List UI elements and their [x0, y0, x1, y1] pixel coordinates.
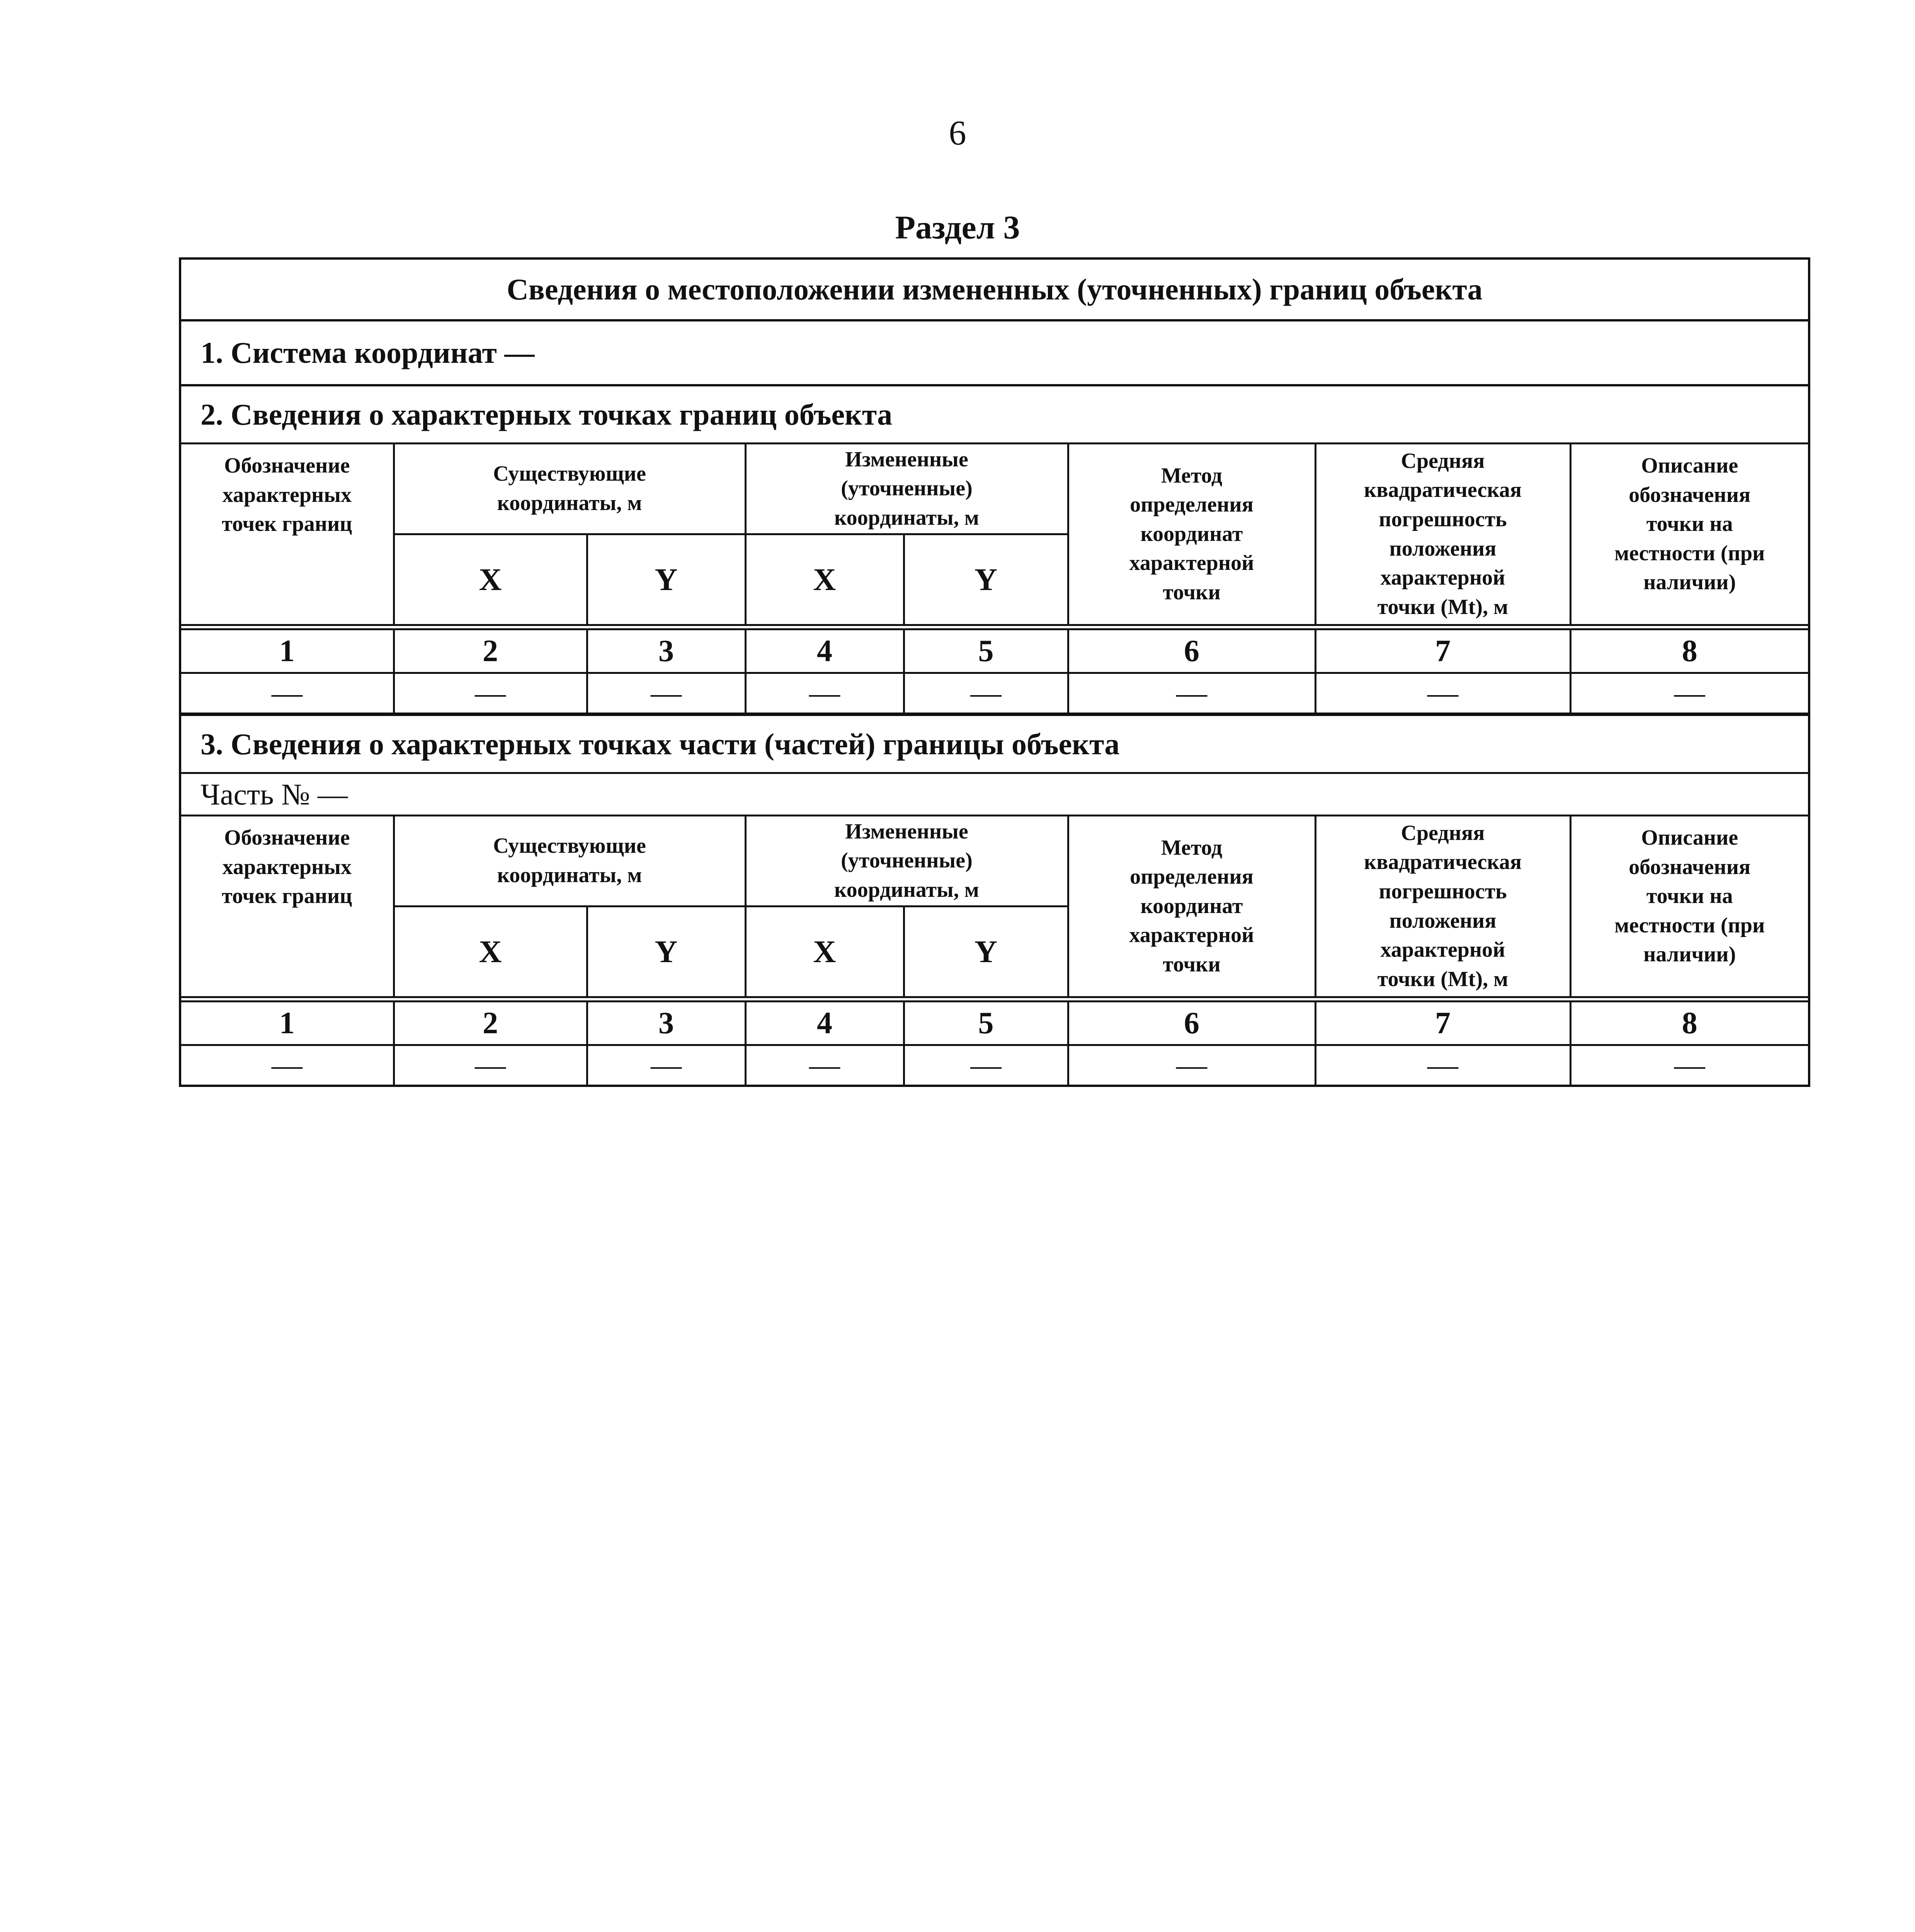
column-number: 1 — [181, 627, 394, 673]
column-number: 5 — [904, 999, 1068, 1045]
header-changed-coordinates: Измененные (уточненные) координаты, м — [745, 816, 1068, 906]
part-number-line: Часть № — — [181, 774, 1808, 816]
table-cell: — — [181, 1045, 394, 1085]
boundary-points-table — [181, 444, 1808, 713]
table-cell: — — [394, 1045, 587, 1085]
header-determination-method: Метод определения координат характерной точки — [1068, 444, 1315, 627]
table-cell: — — [587, 1045, 745, 1085]
boundary-info-block — [179, 257, 1810, 715]
points-table-heading: 2. Сведения о характерных точках границ объекта — [181, 386, 1808, 444]
column-number: 7 — [1315, 627, 1570, 673]
table-cell: — — [1315, 1045, 1570, 1085]
header-point-designation: Обозначение характерных точек границ — [181, 444, 394, 627]
header-existing-coordinates: Существующие координаты, м — [394, 816, 745, 906]
header-existing-x: X — [394, 534, 587, 628]
column-number: 8 — [1570, 999, 1808, 1045]
table-cell: — — [1315, 673, 1570, 713]
column-number: 5 — [904, 627, 1068, 673]
header-changed-x: X — [745, 906, 904, 1000]
column-number: 2 — [394, 627, 587, 673]
table-cell: — — [904, 1045, 1068, 1085]
table-cell: — — [587, 673, 745, 713]
coordinate-system-line: 1. Система координат — — [181, 321, 1808, 386]
column-number: 8 — [1570, 627, 1808, 673]
block-title: Сведения о местоположении измененных (уточненных) границ объекта — [181, 260, 1808, 321]
header-existing-x: X — [394, 906, 587, 1000]
column-number: 3 — [587, 999, 745, 1045]
column-number: 6 — [1068, 627, 1315, 673]
header-changed-y: Y — [904, 534, 1068, 628]
part-points-table-heading: 3. Сведения о характерных точках части (частей) границы объекта — [181, 716, 1808, 774]
header-existing-y: Y — [587, 534, 745, 628]
part-boundary-block — [179, 714, 1810, 1087]
column-number: 7 — [1315, 999, 1570, 1045]
column-number: 6 — [1068, 999, 1315, 1045]
column-number: 2 — [394, 999, 587, 1045]
header-existing-y: Y — [587, 906, 745, 1000]
table-cell: — — [745, 673, 904, 713]
table-cell: — — [904, 673, 1068, 713]
header-mean-square-error: Средняя квадратическая погрешность положения характерной точки (Mt), м — [1315, 444, 1570, 627]
table-cell: — — [1570, 673, 1808, 713]
header-determination-method: Метод определения координат характерной точки — [1068, 816, 1315, 999]
table-cell: — — [1068, 673, 1315, 713]
section-title: Раздел 3 — [895, 209, 1020, 246]
part-points-table — [181, 816, 1808, 1085]
table-cell: — — [745, 1045, 904, 1085]
table-cell: — — [181, 673, 394, 713]
page-number: 6 — [949, 114, 966, 152]
table-cell: — — [1068, 1045, 1315, 1085]
header-changed-y: Y — [904, 906, 1068, 1000]
column-number: 4 — [745, 999, 904, 1045]
table-cell: — — [1570, 1045, 1808, 1085]
header-mean-square-error: Средняя квадратическая погрешность положения характерной точки (Mt), м — [1315, 816, 1570, 999]
header-point-description: Описание обозначения точки на местности (при наличии) — [1570, 444, 1808, 627]
header-point-designation: Обозначение характерных точек границ — [181, 816, 394, 999]
column-number: 3 — [587, 627, 745, 673]
header-existing-coordinates: Существующие координаты, м — [394, 444, 745, 534]
column-number: 4 — [745, 627, 904, 673]
header-changed-coordinates: Измененные (уточненные) координаты, м — [745, 444, 1068, 534]
header-changed-x: X — [745, 534, 904, 628]
table-cell: — — [394, 673, 587, 713]
column-number: 1 — [181, 999, 394, 1045]
header-point-description: Описание обозначения точки на местности (при наличии) — [1570, 816, 1808, 999]
